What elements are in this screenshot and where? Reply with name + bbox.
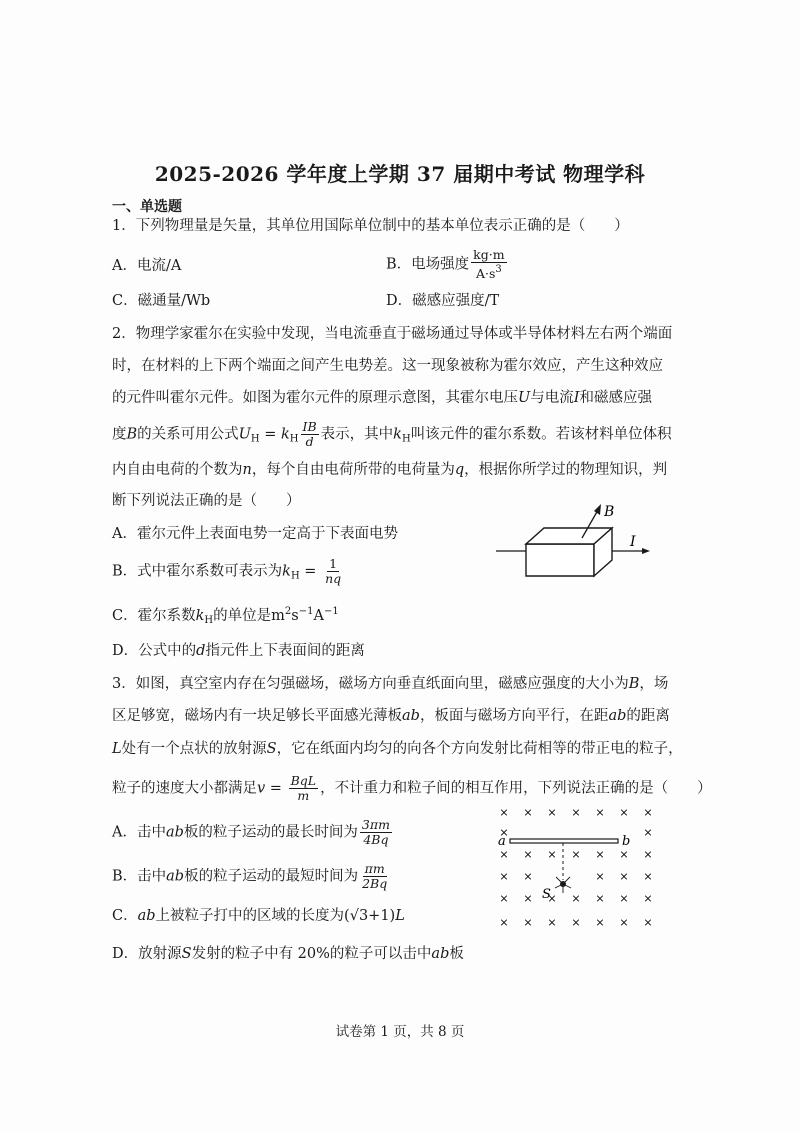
q3-line-2: 区足够宽，磁场内有一块足够长平面感光薄板ab，板面与磁场方向平行，在距ab的距离	[112, 708, 670, 724]
current-arrowhead	[642, 548, 650, 554]
figure-label-i: I	[630, 534, 636, 550]
field-cross-grid	[499, 806, 652, 929]
q2-line-6: 断下列说法正确的是（ ）	[112, 493, 301, 509]
field-cross-mark: ×	[619, 916, 629, 929]
q2-option-a: A．霍尔元件上表面电势一定高于下表面电势	[112, 526, 398, 542]
field-cross-mark: ×	[595, 870, 605, 883]
q3-line-4: 粒子的速度大小都满足v = $\frac{\text{BqL}}{m}$ ，不计重力和粒子间的相互作用，下列说法正确的是（ ）	[112, 773, 712, 803]
q2-option-d: D．公式中的d指元件上下表面间的距离	[112, 643, 365, 659]
plate-label-a: a	[498, 834, 506, 849]
hall-element-figure	[494, 496, 654, 586]
plate-label-b: b	[622, 834, 631, 849]
field-cross-mark: ×	[547, 848, 557, 861]
field-cross-mark: ×	[619, 892, 629, 905]
q2-option-c: C．霍尔系数$k_H$的单位是$m^2s^{-1}A^{-1}$	[112, 606, 339, 626]
q1-option-c: C．磁通量/Wb	[112, 293, 211, 309]
q2-b-fraction: $\frac{1}{nq}$	[325, 556, 342, 586]
source-label-s: S	[542, 887, 551, 902]
q2-formula-fraction: $\frac{IB}{d}$	[302, 419, 317, 449]
magnetic-field-figure	[492, 800, 664, 940]
figure-label-b: B	[604, 504, 615, 520]
field-cross-mark: ×	[499, 826, 509, 839]
field-cross-mark: ×	[499, 870, 509, 883]
q3-a-fraction: $\frac{3\pi m}{4Bq}$	[361, 817, 390, 847]
q2-line-1: 2．物理学家霍尔在实验中发现，当电流垂直于磁场通过导体或半导体材料左右两个端面	[112, 326, 673, 342]
field-cross-mark: ×	[571, 848, 581, 861]
field-cross-mark: ×	[523, 892, 533, 905]
q2-line-2: 时，在材料的上下两个端面之间产生电势差。这一现象被称为霍尔效应，产生这种效应	[112, 358, 663, 374]
q3-velocity-fraction: $\frac{\text{BqL}}{m}$	[290, 773, 317, 803]
field-cross-mark: ×	[499, 892, 509, 905]
q3-option-a: A．击中ab板的粒子运动的最长时间为 $\frac{3\pi m}{4Bq}$	[112, 817, 390, 847]
field-cross-mark: ×	[547, 892, 557, 905]
field-cross-mark: ×	[571, 916, 581, 929]
q1-option-b: B．电场强度 $\frac{kg\cdot m}{A\cdot s^3}$	[386, 247, 505, 281]
field-cross-mark: ×	[595, 916, 605, 929]
q1-option-d: D．磁感应强度/T	[386, 293, 500, 309]
q2-line-3: 的元件叫霍尔元件。如图为霍尔元件的原理示意图，其霍尔电压U与电流I和磁感应强	[112, 390, 652, 406]
field-cross-mark: ×	[595, 806, 605, 819]
page-footer: 试卷第 1 页，共 8 页	[335, 1024, 465, 1040]
q3-line-3: L处有一个点状的放射源S，它在纸面内均匀的向各个方向发射比荷相等的带正电的粒子，	[112, 741, 683, 757]
field-cross-mark: ×	[619, 848, 629, 861]
field-cross-mark: ×	[547, 916, 557, 929]
field-cross-mark: ×	[499, 916, 509, 929]
field-cross-mark: ×	[643, 870, 653, 883]
q3-line-1: 3．如图，真空室内存在匀强磁场，磁场方向垂直纸面向里，磁感应强度的大小为B，场	[112, 676, 669, 692]
q2-option-b: B．式中霍尔系数可表示为$k_H$ = $\frac{1}{nq}$	[112, 556, 342, 586]
field-cross-mark: ×	[643, 848, 653, 861]
field-cross-mark: ×	[499, 806, 509, 819]
field-cross-mark: ×	[595, 892, 605, 905]
q2-line-5: 内自由电荷的个数为n，每个自由电荷所带的电荷量为q，根据你所学过的物理知识，判	[112, 462, 668, 478]
field-cross-mark: ×	[523, 870, 533, 883]
q1-stem: 1．下列物理量是矢量，其单位用国际单位制中的基本单位表示正确的是（ ）	[112, 218, 629, 234]
field-cross-mark: ×	[571, 892, 581, 905]
field-cross-mark: ×	[643, 892, 653, 905]
section-heading: 一、单选题	[112, 199, 182, 215]
field-b-arrowhead	[594, 504, 601, 515]
field-cross-mark: ×	[643, 806, 653, 819]
q3-option-b: B．击中ab板的粒子运动的最短时间为 $\frac{\pi m}{2Bq}$	[112, 861, 388, 891]
q1-option-a: A．电流/A	[112, 258, 182, 274]
q2-line-4: 度B的关系可用公式$U_H = k_H$ $\frac{IB}{d}$ 表示，其中$k_H$叫该元件的霍尔系数。若该材料单位体积	[112, 419, 672, 449]
field-cross-mark: ×	[523, 916, 533, 929]
field-cross-mark: ×	[571, 806, 581, 819]
q3-b-fraction: $\frac{\pi m}{2Bq}$	[362, 861, 388, 891]
block-front-face	[526, 544, 594, 576]
q3-option-c: C．ab上被粒子打中的区域的长度为(√3+1)L	[112, 908, 405, 924]
q1-b-fraction: $\frac{kg\cdot m}{A\cdot s^3}$	[473, 247, 505, 281]
exam-title: 2025-2026 学年度上学期 37 届期中考试 物理学科	[154, 162, 646, 186]
field-cross-mark: ×	[595, 848, 605, 861]
field-cross-mark: ×	[643, 916, 653, 929]
field-cross-mark: ×	[523, 848, 533, 861]
field-cross-mark: ×	[619, 870, 629, 883]
field-cross-mark: ×	[523, 806, 533, 819]
sensitive-plate-ab	[510, 839, 618, 843]
field-cross-mark: ×	[619, 806, 629, 819]
field-cross-mark: ×	[643, 826, 653, 839]
field-cross-mark: ×	[547, 806, 557, 819]
q3-option-d: D．放射源S发射的粒子中有 20%的粒子可以击中ab板	[112, 946, 464, 962]
field-cross-mark: ×	[499, 848, 509, 861]
